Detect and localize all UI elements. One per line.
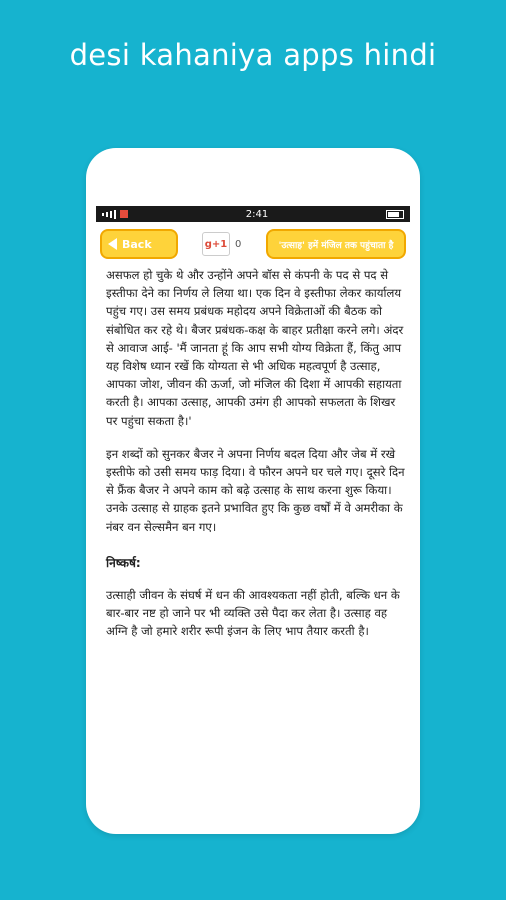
back-arrow-icon: [108, 238, 117, 250]
conclusion-heading: निष्कर्ष:: [106, 555, 141, 570]
back-button-label: Back: [122, 237, 152, 251]
promo-title: desi kahaniya apps hindi: [69, 38, 437, 72]
toolbar: [96, 222, 410, 266]
google-plus-label: g+1: [204, 238, 228, 250]
status-bar: [96, 206, 410, 222]
story-text: [106, 266, 406, 641]
app-screen: [96, 206, 410, 806]
story-paragraph-1: असफल हो चुके थे और उन्होंने अपने बॉस से कंपनी के पद से पद से इस्तीफा देने का निर्णय ले लिया था। एक दिन वे इस्तीफा लेकर कार्यालय पहुंच गए। उस समय प्रबंधक महोदय अपने विक्रेताओं की बैठक को संबोधित कर रहे थे। बैजर प्रबंधक-कक्ष के बाहर प्रतीक्षा करने लगे। अंदर से आवाज आई- 'मैं जानता हूं कि आप सभी योग्य विक्रेता हैं, किंतु आप यह विशेष ध्यान रखें कि योग्यता से भी अधिक महत्वपूर्ण है उत्साह, आपका जोश, जीवन की ऊर्जा, जो मंजिल की दिशा में आपकी सहायता करती है। आपका उत्साह, आपकी उमंग ही आपको सफलता के शिखर पर पहुंचा सकता है।': [106, 268, 404, 428]
signal-bar-icon: [114, 210, 116, 219]
story-paragraph-3: उत्साही जीवन के संघर्ष में धन की आवश्यकता नहीं होती, बल्कि धन के बार-बार नष्ट हो जाने पर भी व्यक्ति उसे पैदा कर लेता है। उत्साह वह अग्नि है जो हमारे शरीर रूपी इंजन के लिए भाप तैयार करती है।: [106, 588, 400, 639]
share-button-label: 'उत्साह' हमें मंजिल तक पहुंचाता है: [278, 240, 394, 251]
battery-icon: [386, 210, 404, 219]
share-button[interactable]: [266, 229, 406, 259]
google-plus-button[interactable]: [202, 232, 230, 256]
signal-bar-icon: [110, 211, 112, 218]
story-paragraph-2: इन शब्दों को सुनकर बैजर ने अपना निर्णय बदल दिया और जेब में रखे इस्तीफे को उसी समय फाड़ दिया। वे फौरन अपने घर चले गए। दूसरे दिन से फ्रैंक बैजर ने अपने काम को बढ़े उत्साह के साथ करना शुरू किया। उनके उत्साह से ग्राहक इतने प्रभावित हुए कि कुछ वर्षों में वे अमरीका के नंबर वन सेल्समैन बन गए।: [106, 446, 405, 534]
signal-icons: [102, 210, 128, 219]
google-plus-count: 0: [235, 238, 242, 250]
signal-bar-icon: [106, 212, 108, 217]
back-button[interactable]: [100, 229, 178, 259]
signal-bar-icon: [102, 213, 104, 216]
notification-icon: [120, 210, 128, 218]
status-time: 2:41: [245, 208, 269, 220]
phone-frame: [86, 148, 420, 834]
